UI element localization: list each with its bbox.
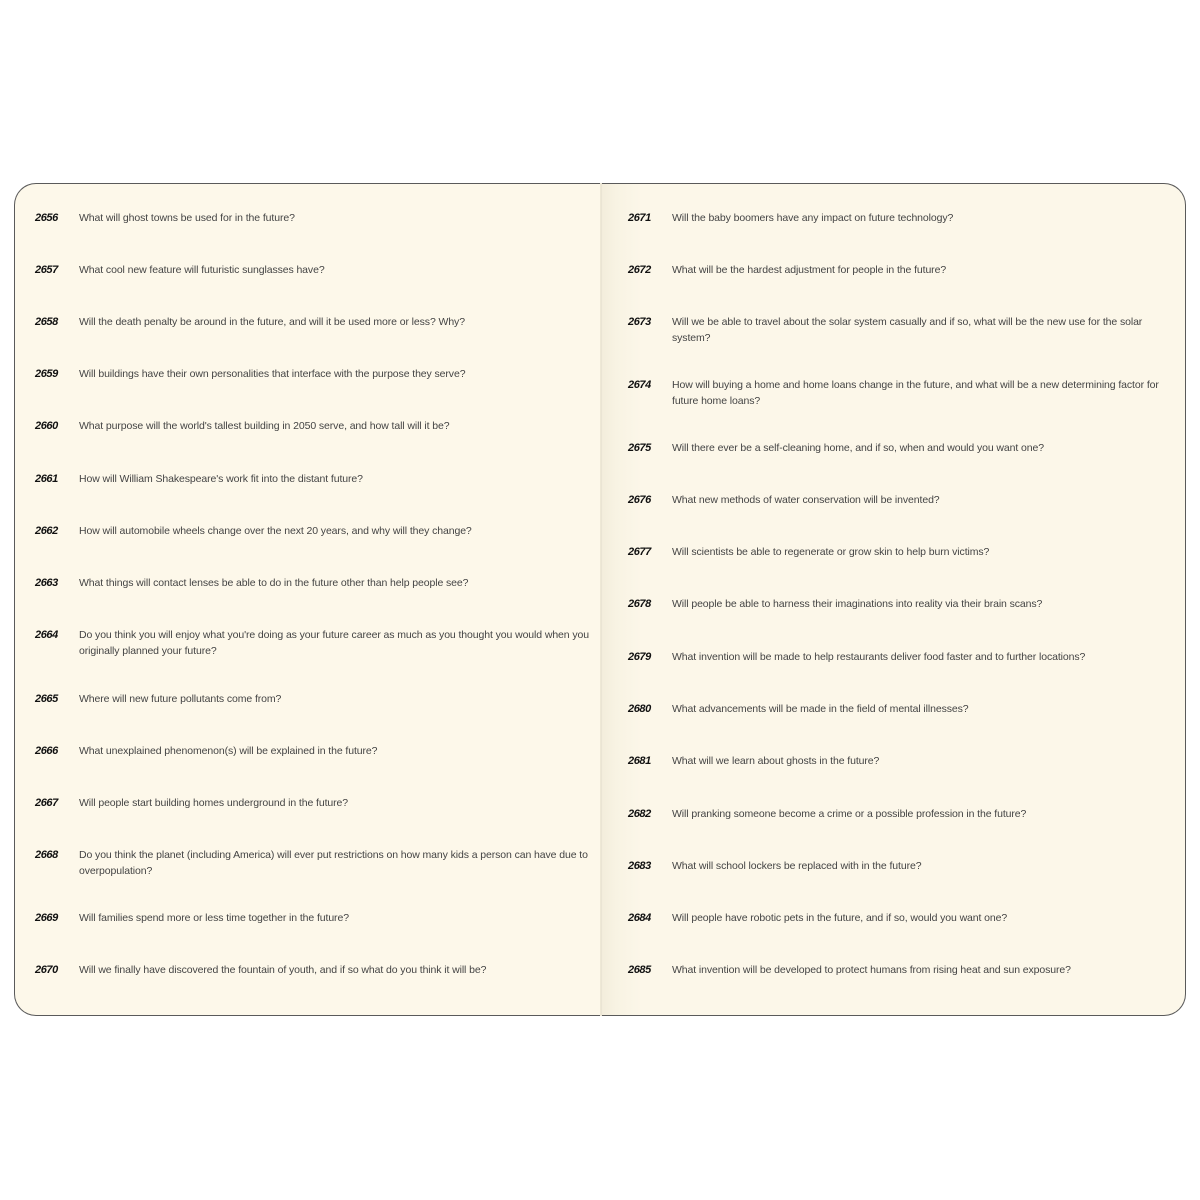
question-text: Will pranking someone become a crime or a possible profession in the future? xyxy=(672,808,1027,820)
question-number: 2656 xyxy=(35,212,58,224)
question-number: 2677 xyxy=(628,546,651,558)
question-item xyxy=(628,314,1163,346)
question-item xyxy=(35,418,590,434)
question-text: How will automobile wheels change over the next 20 years, and why will they change? xyxy=(79,525,472,537)
question-number: 2661 xyxy=(35,473,58,485)
question-text: Will there ever be a self-cleaning home, and if so, when and would you want one? xyxy=(672,442,1044,454)
question-item xyxy=(35,627,590,659)
question-number: 2680 xyxy=(628,703,651,715)
question-text: What new methods of water conservation will be invented? xyxy=(672,494,940,506)
question-number: 2676 xyxy=(628,494,651,506)
question-number: 2664 xyxy=(35,629,58,641)
question-item xyxy=(35,847,590,879)
question-number: 2669 xyxy=(35,912,58,924)
question-number: 2675 xyxy=(628,442,651,454)
question-item xyxy=(628,962,1163,978)
question-text: Will we finally have discovered the fountain of youth, and if so what do you think it will be? xyxy=(79,964,487,976)
question-number: 2670 xyxy=(35,964,58,976)
question-number: 2671 xyxy=(628,212,651,224)
question-item xyxy=(628,262,1163,278)
question-item xyxy=(35,743,590,759)
question-number: 2660 xyxy=(35,420,58,432)
question-item xyxy=(35,366,590,382)
question-text: Will scientists be able to regenerate or grow skin to help burn victims? xyxy=(672,546,990,558)
question-number: 2684 xyxy=(628,912,651,924)
question-item xyxy=(628,649,1163,665)
question-item xyxy=(628,806,1163,822)
question-list-right xyxy=(628,210,1163,1030)
question-item xyxy=(628,701,1163,717)
question-text: What will ghost towns be used for in the future? xyxy=(79,212,295,224)
question-text: What things will contact lenses be able to do in the future other than help people see? xyxy=(79,577,469,589)
question-text: Where will new future pollutants come from? xyxy=(79,693,282,705)
question-item xyxy=(35,962,590,978)
question-text: Will people start building homes underground in the future? xyxy=(79,797,349,809)
question-item xyxy=(628,440,1163,456)
question-number: 2663 xyxy=(35,577,58,589)
question-item xyxy=(35,795,590,811)
question-text: What advancements will be made in the field of mental illnesses? xyxy=(672,703,969,715)
question-text: What unexplained phenomenon(s) will be explained in the future? xyxy=(79,745,378,757)
question-text: What will we learn about ghosts in the future? xyxy=(672,755,880,767)
question-text: What purpose will the world's tallest building in 2050 serve, and how tall will it be? xyxy=(79,420,450,432)
question-number: 2665 xyxy=(35,693,58,705)
question-number: 2658 xyxy=(35,316,58,328)
question-number: 2666 xyxy=(35,745,58,757)
question-number: 2683 xyxy=(628,860,651,872)
right-page xyxy=(602,183,1186,1016)
question-text: How will William Shakespeare's work fit into the distant future? xyxy=(79,473,363,485)
question-item xyxy=(35,691,590,707)
question-number: 2682 xyxy=(628,808,651,820)
question-text: What cool new feature will futuristic sunglasses have? xyxy=(79,264,325,276)
question-item xyxy=(628,544,1163,560)
question-text: Will families spend more or less time together in the future? xyxy=(79,912,349,924)
question-item xyxy=(35,262,590,278)
question-text: What will be the hardest adjustment for people in the future? xyxy=(672,264,947,276)
question-number: 2685 xyxy=(628,964,651,976)
question-text: What invention will be made to help restaurants deliver food faster and to further locations? xyxy=(672,651,1086,663)
question-number: 2662 xyxy=(35,525,58,537)
question-text: Will we be able to travel about the solar system casually and if so, what will be the new use for the solar system? xyxy=(672,316,1143,344)
question-number: 2668 xyxy=(35,849,58,861)
question-number: 2657 xyxy=(35,264,58,276)
question-item xyxy=(628,377,1163,409)
question-list-left xyxy=(35,210,590,1030)
left-page xyxy=(14,183,602,1016)
question-text: Will the baby boomers have any impact on future technology? xyxy=(672,212,954,224)
question-number: 2672 xyxy=(628,264,651,276)
question-text: Will people have robotic pets in the future, and if so, would you want one? xyxy=(672,912,1008,924)
question-text: How will buying a home and home loans change in the future, and what will be a new determining factor for future home loans? xyxy=(672,379,1159,407)
question-item xyxy=(35,471,590,487)
question-text: Will people be able to harness their imaginations into reality via their brain scans? xyxy=(672,598,1043,610)
question-item xyxy=(628,858,1163,874)
question-item xyxy=(35,575,590,591)
question-item xyxy=(628,210,1163,226)
question-number: 2681 xyxy=(628,755,651,767)
question-text: Will buildings have their own personalities that interface with the purpose they serve? xyxy=(79,368,466,380)
question-item xyxy=(628,910,1163,926)
question-item xyxy=(628,596,1163,612)
question-text: What will school lockers be replaced with in the future? xyxy=(672,860,922,872)
question-item xyxy=(35,314,590,330)
question-number: 2674 xyxy=(628,379,651,391)
question-number: 2659 xyxy=(35,368,58,380)
question-number: 2678 xyxy=(628,598,651,610)
open-book xyxy=(14,183,1186,1018)
question-text: Do you think the planet (including America) will ever put restrictions on how many kids a person can have due to overpopulation? xyxy=(79,849,588,877)
question-item xyxy=(628,492,1163,508)
question-text: Will the death penalty be around in the future, and will it be used more or less? Why? xyxy=(79,316,465,328)
question-item xyxy=(35,523,590,539)
question-text: Do you think you will enjoy what you're doing as your future career as much as you thought you would when you originally planned your future? xyxy=(79,629,589,657)
question-item xyxy=(35,910,590,926)
question-text: What invention will be developed to protect humans from rising heat and sun exposure? xyxy=(672,964,1071,976)
question-number: 2679 xyxy=(628,651,651,663)
question-number: 2673 xyxy=(628,316,651,328)
question-item xyxy=(628,753,1163,769)
question-item xyxy=(35,210,590,226)
question-number: 2667 xyxy=(35,797,58,809)
